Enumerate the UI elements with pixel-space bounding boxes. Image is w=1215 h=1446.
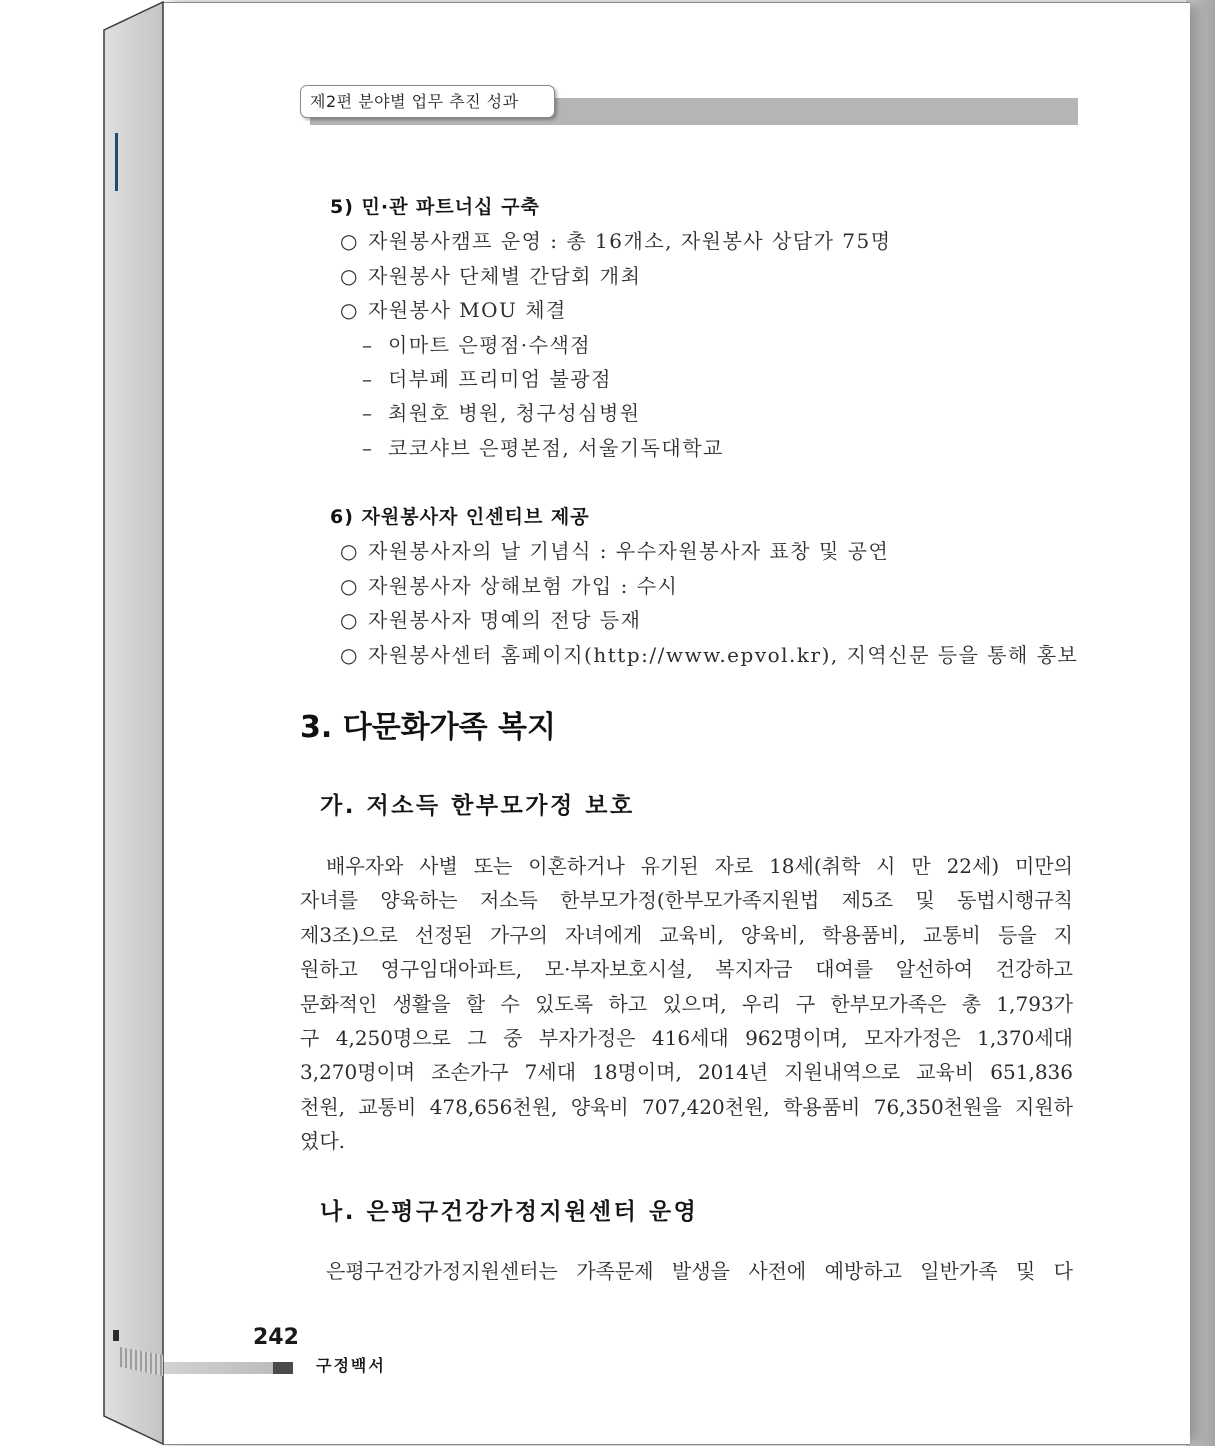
sub-list-item	[0, 396, 1180, 430]
dash-marker: –	[362, 332, 372, 357]
paragraph-single-parent	[300, 849, 1073, 1159]
subsection-heading: 5) 민·관 파트너십 구축	[330, 196, 540, 218]
paragraph-line: 제3조)으로 선정된 가구의 자녀에게 교육비, 양육비, 학용품비, 교통비 등을 지	[300, 922, 1073, 947]
section-title-family-center: 나. 은평구건강가정지원센터 운영	[320, 1199, 699, 1225]
sub-list-item-text: 코코샤브 은평본점, 서울기독대학교	[388, 435, 724, 460]
bullet-marker: ○	[340, 608, 358, 633]
list-item-text: 자원봉사자의 날 기념식 : 우수자원봉사자 표창 및 공연	[368, 539, 890, 564]
paragraph-line: 였다.	[300, 1129, 345, 1154]
paragraph-line: 문화적인 생활을 할 수 있도록 하고 있으며, 우리 구 한부모가족은 총 1,793가	[300, 991, 1073, 1016]
sub-list-item	[0, 328, 1180, 362]
sub-list-item-text: 이마트 은평점·수색점	[388, 332, 592, 357]
list-item	[0, 224, 1180, 258]
book-spine	[0, 0, 170, 1446]
spine-accent-line	[115, 133, 118, 191]
paragraph-line: 배우자와 사별 또는 이혼하거나 유기된 자로 18세(취학 시 만 22세) 미만의	[326, 854, 1073, 878]
sub-list-item-text: 더부페 프리미엄 불광점	[388, 366, 612, 391]
list-item-text: 자원봉사센터 홈페이지(http://www.epvol.kr), 지역신문 등을 통해 홍보	[368, 642, 1079, 667]
list-item	[0, 293, 1180, 327]
list-item-text: 자원봉사캠프 운영 : 총 16개소, 자원봉사 상담가 75명	[368, 229, 892, 254]
sub-list-item-text: 최원호 병원, 청구성심병원	[388, 401, 641, 426]
list-item-text: 자원봉사자 명예의 전당 등재	[368, 608, 642, 633]
dash-marker: –	[362, 366, 372, 391]
bullet-marker: ○	[340, 642, 358, 667]
list-item-text: 자원봉사자 상해보험 가입 : 수시	[368, 573, 679, 598]
paragraph-line: 원하고 영구임대아파트, 모·부자보호시설, 복지자금 대여를 알선하여 건강하고	[300, 957, 1073, 982]
paragraph-line: 은평구건강가정지원센터는 가족문제 발생을 사전에 예방하고 일반가족 및 다	[326, 1259, 1073, 1283]
section-title-single-parent: 가. 저소득 한부모가정 보호	[320, 793, 635, 819]
spine-marker	[113, 1330, 119, 1341]
subsection-heading-line	[0, 190, 1180, 224]
paragraph-line: 자녀를 양육하는 저소득 한부모가정(한부모가족지원법 제5조 및 동법시행규칙	[300, 888, 1073, 913]
bullet-marker: ○	[340, 229, 358, 254]
bullet-marker: ○	[340, 263, 358, 288]
footer-bar	[163, 1362, 273, 1374]
bullet-marker: ○	[340, 573, 358, 598]
bullet-marker: ○	[340, 539, 358, 564]
list-item-text: 자원봉사 단체별 간담회 개최	[368, 263, 642, 288]
paragraph-line: 구 4,250명으로 그 중 부자가정은 416세대 962명이며, 모자가정은 1,370세대	[300, 1025, 1073, 1050]
dash-marker: –	[362, 435, 372, 460]
chapter-title: 3. 다문화가족 복지	[300, 710, 557, 745]
list-item	[0, 603, 1180, 637]
paragraph-line: 천원, 교통비 478,656천원, 양육비 707,420천원, 학용품비 76,350천원을 지원하	[300, 1094, 1073, 1119]
sub-list-item	[0, 431, 1180, 465]
paragraph-line: 3,270명이며 조손가구 7세대 18명이며, 2014년 지원내역으로 교육비 651,836	[300, 1060, 1073, 1085]
bullet-marker: ○	[340, 298, 358, 323]
subsection-heading: 6) 자원봉사자 인센티브 제공	[330, 506, 590, 528]
page-number: 242	[253, 1325, 299, 1350]
sub-list-item	[0, 362, 1180, 396]
paragraph-family-center	[300, 1254, 1073, 1288]
subsection-heading-line	[0, 500, 1180, 534]
list-item	[0, 569, 1180, 603]
list-item	[0, 638, 1180, 672]
dash-marker: –	[362, 401, 372, 426]
footer-book-title: 구정백서	[316, 1356, 386, 1375]
running-header-label: 제2편 분야별 업무 추진 성과	[300, 85, 555, 118]
list-item	[0, 259, 1180, 293]
list-item	[0, 534, 1180, 568]
footer-bar-accent	[273, 1362, 293, 1374]
subsection-incentives	[0, 500, 1180, 672]
subsection-partnership	[0, 190, 1180, 465]
spine-face	[104, 2, 163, 1444]
list-item-text: 자원봉사 MOU 체결	[368, 298, 567, 323]
